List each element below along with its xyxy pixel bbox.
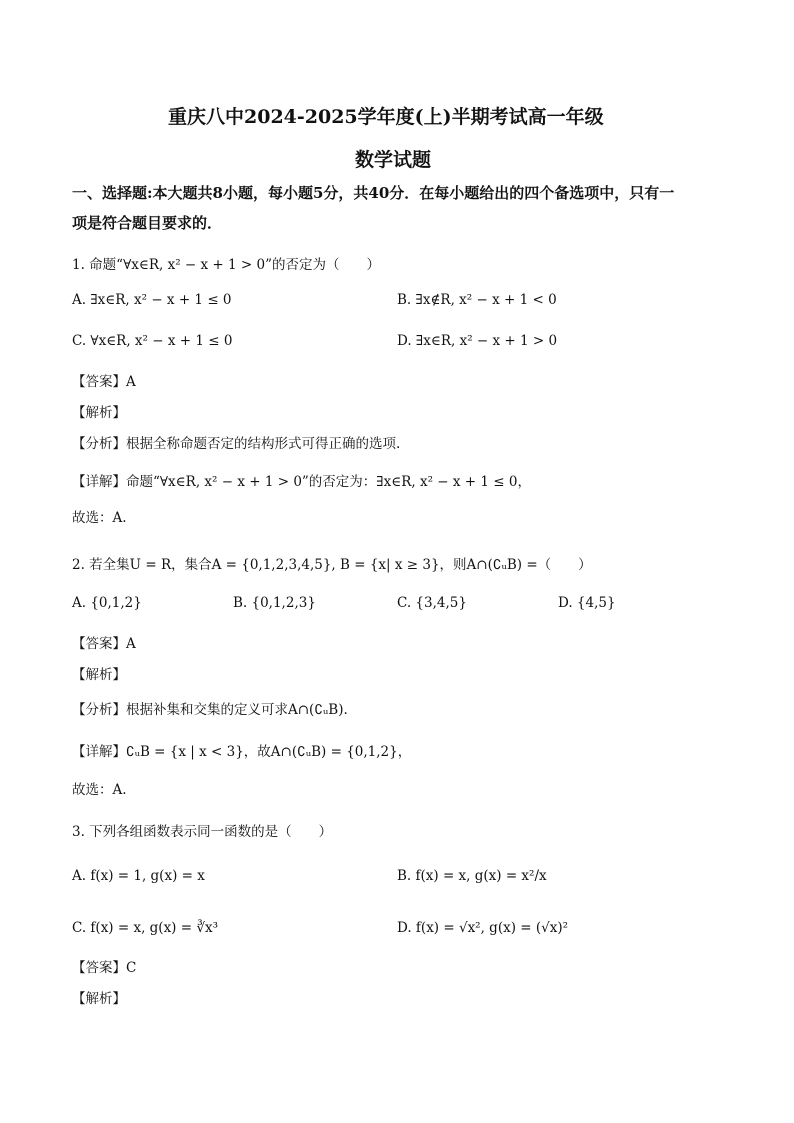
q1-option-d: D. ∃x∈R, x² − x + 1 > 0: [397, 333, 558, 349]
q1-stem: 1. 命题“∀x∈R, x² − x + 1 > 0”的否定为（ ）: [72, 257, 380, 273]
q2-detail: 【详解】∁ᵤB = {x | x < 3}，故A∩(∁ᵤB) = {0,1,2}，: [72, 744, 412, 760]
q2-analysis-label: 【解析】: [72, 667, 126, 683]
q3-analysis-label: 【解析】: [72, 991, 126, 1007]
q3-answer: 【答案】C: [72, 960, 137, 976]
q1-select: 故选：A.: [72, 510, 127, 526]
q3-option-d: D. f(x) = √x², g(x) = (√x)²: [397, 920, 569, 936]
q3-option-b: B. f(x) = x, g(x) = x²/x: [397, 868, 547, 884]
q1-fenxi: 【分析】根据全称命题否定的结构形式可得正确的选项.: [72, 436, 401, 452]
q3-option-a: A. f(x) = 1, g(x) = x: [72, 868, 205, 884]
q1-option-a: A. ∃x∈R, x² − x + 1 ≤ 0: [72, 292, 232, 308]
q3-stem: 3. 下列各组函数表示同一函数的是（ ）: [72, 824, 333, 840]
q2-stem: 2. 若全集U = R，集合A = {0,1,2,3,4,5}, B = {x| x ≥ 3}，则A∩(∁ᵤB) =（ ）: [72, 557, 592, 573]
q2-answer: 【答案】A: [72, 636, 136, 652]
q1-answer: 【答案】A: [72, 374, 136, 390]
q2-option-b: B. {0,1,2,3}: [233, 595, 316, 611]
q3-option-c: C. f(x) = x, g(x) = ∛x³: [72, 920, 218, 936]
q2-fenxi: 【分析】根据补集和交集的定义可求A∩(∁ᵤB).: [72, 702, 348, 718]
section-instructions-line2: 项是符合题目要求的．: [72, 214, 223, 232]
q2-option-d: D. {4,5}: [558, 595, 616, 611]
q2-option-a: A. {0,1,2}: [72, 595, 142, 611]
q1-detail: 【详解】命题“∀x∈R, x² − x + 1 > 0”的否定为：∃x∈R, x² − x + 1 ≤ 0，: [72, 474, 531, 490]
q1-analysis-label: 【解析】: [72, 405, 126, 421]
q1-option-c: C. ∀x∈R, x² − x + 1 ≤ 0: [72, 333, 233, 349]
exam-subtitle: 数学试题: [355, 149, 432, 171]
section-instructions-line1: 一、选择题:本大题共8小题，每小题5分，共40分．在每小题给出的四个备选项中，只有一: [72, 184, 675, 202]
q2-option-c: C. {3,4,5}: [397, 595, 467, 611]
exam-title: 重庆八中2024-2025学年度(上)半期考试高一年级: [168, 106, 604, 128]
q2-select: 故选：A.: [72, 782, 127, 798]
q1-option-b: B. ∃x∉R, x² − x + 1 < 0: [397, 292, 557, 308]
